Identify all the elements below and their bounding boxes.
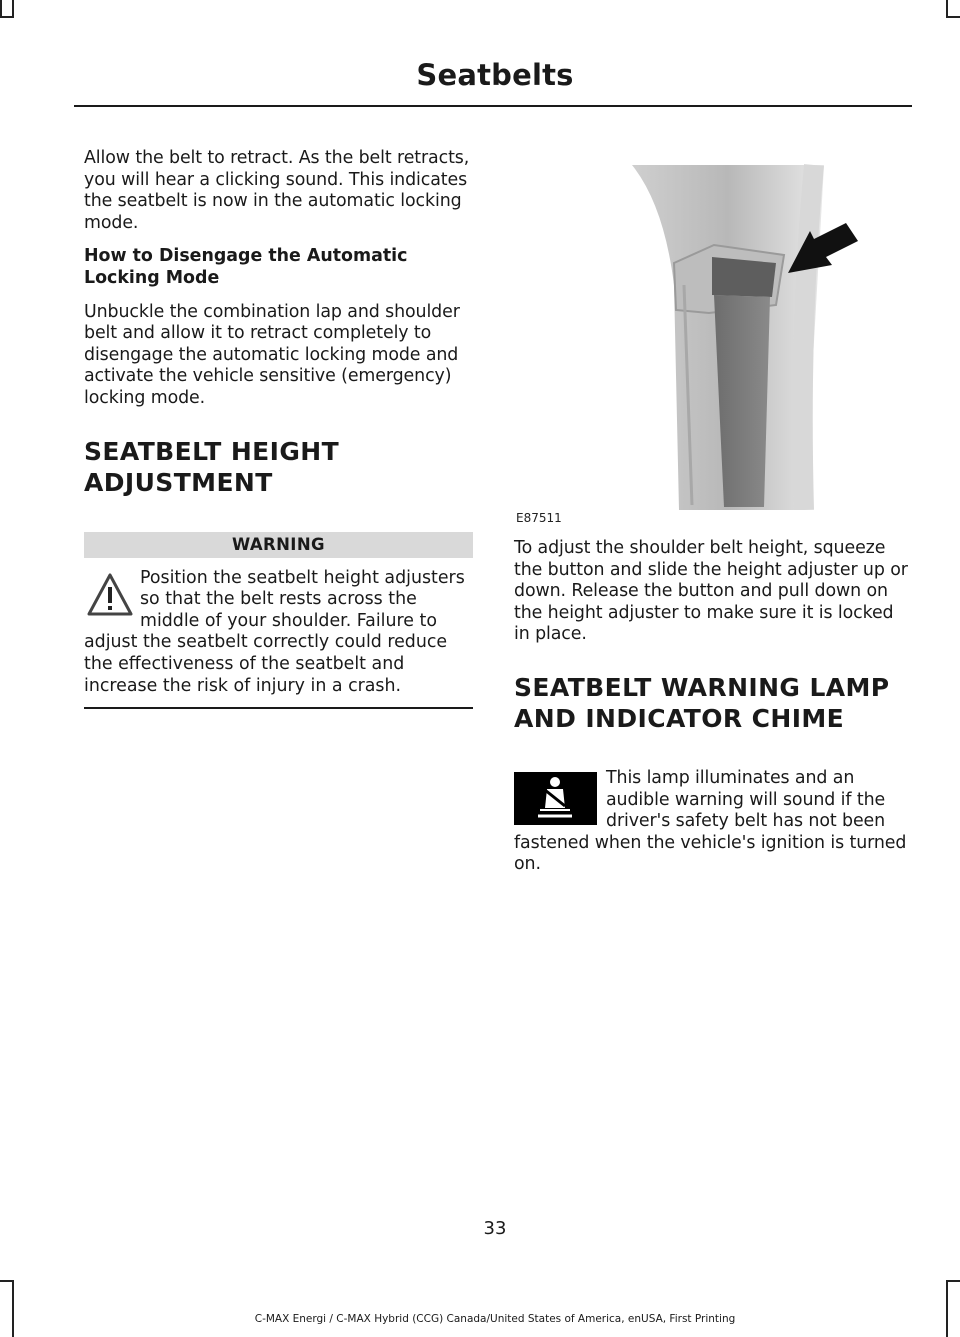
crop-mark xyxy=(946,1280,948,1337)
subheading: How to Disengage the Automatic Locking Mode xyxy=(84,246,408,288)
right-column xyxy=(514,538,910,888)
section-heading-line: ADJUSTMENT xyxy=(84,467,273,497)
paragraph: Allow the belt to retract. As the belt retracts, you will hear a clicking sound. This indicates the seatbelt is now in the automatic locking mode. xyxy=(84,148,470,233)
header-divider xyxy=(74,105,912,107)
paragraph: To adjust the shoulder belt height, squeeze the button and slide the height adjuster up or down. Release the button and pull down on the height adjuster to make sure it is locked in place. xyxy=(514,538,908,645)
crop-mark xyxy=(12,1280,14,1337)
crop-mark xyxy=(0,16,14,18)
warning-box xyxy=(84,532,473,710)
seatbelt-adjuster-figure xyxy=(514,145,910,525)
crop-mark xyxy=(0,1280,14,1282)
paragraph: Unbuckle the combination lap and shoulder belt and allow it to retract completely to disengage the automatic locking mode and activate the vehicle sensitive (emergency) locking mode. xyxy=(84,301,460,408)
paragraph: This lamp illuminates and an audible warning will sound if the driver's safety belt has not been fastened when the vehicle's ignition is turned on. xyxy=(514,767,907,875)
warning-text: Position the seatbelt height adjusters so that the belt rests across the middle of your shoulder. Failure to adjust the seatbelt correctly could reduce the effectiveness of the seatbelt and increase the risk of injury in a crash. xyxy=(84,567,465,696)
page-title: Seatbelts xyxy=(416,58,574,92)
left-column xyxy=(84,148,476,709)
page-number: 33 xyxy=(483,1218,507,1239)
section-heading-line: SEATBELT WARNING LAMP xyxy=(514,672,890,702)
section-heading-line: AND INDICATOR CHIME xyxy=(514,703,845,733)
section-heading xyxy=(514,672,910,734)
crop-mark xyxy=(946,16,960,18)
seatbelt-adjuster-illustration xyxy=(514,145,910,510)
crop-mark xyxy=(946,1280,960,1282)
figure-label: E87511 xyxy=(516,511,562,525)
warning-triangle-icon xyxy=(86,572,134,618)
section-heading-line: SEATBELT HEIGHT xyxy=(84,436,340,466)
warning-divider xyxy=(84,707,473,709)
seatbelt-warning-icon xyxy=(514,772,597,825)
footer-text: C-MAX Energi / C-MAX Hybrid (CCG) Canada/United States of America, enUSA, First Printing xyxy=(254,1313,736,1325)
section-heading xyxy=(84,436,476,498)
lamp-description xyxy=(514,768,910,876)
warning-label: WARNING xyxy=(84,532,473,558)
